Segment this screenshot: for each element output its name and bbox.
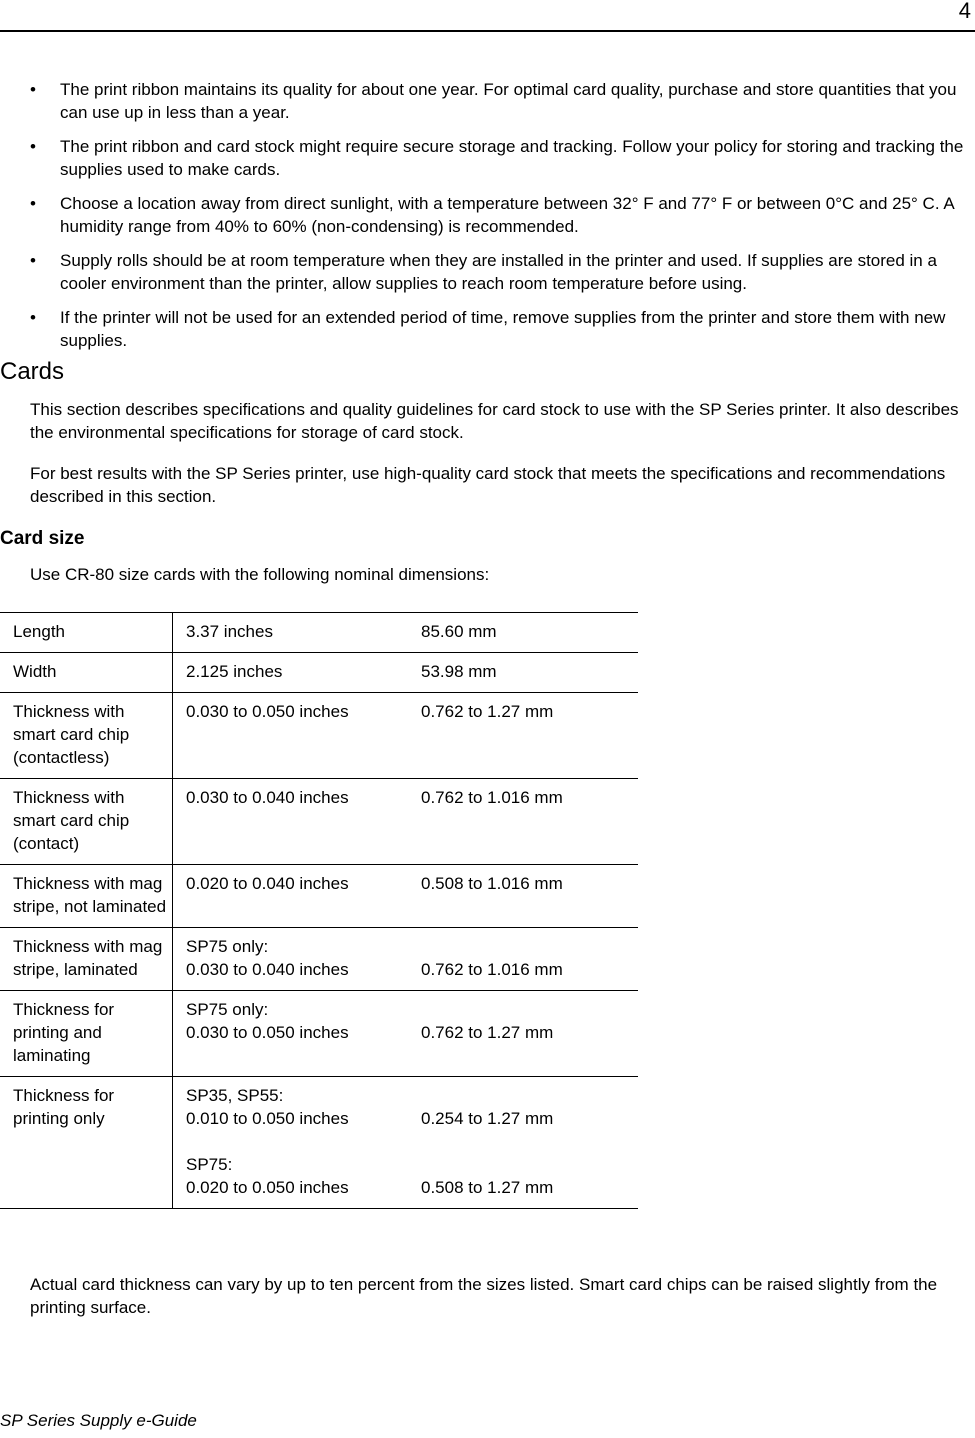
- value-line: 0.010 to 0.050 inches: [186, 1109, 349, 1128]
- dimension-label: Thickness with smart card chip (contact): [0, 779, 173, 865]
- dimension-label: Width: [0, 653, 173, 693]
- value-line: 0.762 to 1.27 mm: [421, 702, 554, 721]
- value-line: [421, 1130, 634, 1153]
- dimension-mm: [408, 693, 638, 779]
- cards-recommendation: For best results with the SP Series printer, use high-quality card stock that meets the specifications and recommendations described in this section.: [30, 464, 946, 506]
- table-row: [0, 928, 638, 991]
- table-row: [0, 865, 638, 928]
- value-line: 2.125 inches: [186, 662, 283, 681]
- thickness-note: Actual card thickness can vary by up to ten percent from the sizes listed. Smart card chips can be raised slightly from the printing surface.: [30, 1275, 938, 1317]
- cards-description: This section describes specifications and quality guidelines for card stock to use with the SP Series printer. It also describes the environmental specifications for storage of card stock.: [30, 400, 959, 442]
- list-item-text: The print ribbon and card stock might require secure storage and tracking. Follow your policy for storing and tracking the supplies used to make cards.: [60, 137, 964, 179]
- value-line: SP75 only:: [186, 1000, 269, 1019]
- value-line: 0.254 to 1.27 mm: [421, 1109, 554, 1128]
- value-line: [421, 1153, 634, 1176]
- table-row: [0, 613, 638, 653]
- dimension-inches: [173, 991, 409, 1077]
- value-line: 0.762 to 1.27 mm: [421, 1023, 554, 1042]
- value-line: 53.98 mm: [421, 662, 497, 681]
- dimension-inches: [173, 779, 409, 865]
- value-line: 0.508 to 1.016 mm: [421, 874, 563, 893]
- footer-title: SP Series Supply e-Guide: [0, 1411, 197, 1430]
- header-rule: [0, 30, 975, 32]
- dimension-label: Thickness for printing only: [0, 1077, 173, 1209]
- dimension-mm: [408, 779, 638, 865]
- dimension-mm: [408, 928, 638, 991]
- value-line: SP75 only:: [186, 937, 269, 956]
- dimension-inches: [173, 653, 409, 693]
- value-line: 3.37 inches: [186, 622, 273, 641]
- card-size-intro: Use CR-80 size cards with the following nominal dimensions:: [30, 565, 490, 584]
- value-line: SP35, SP55:: [186, 1086, 284, 1105]
- dimension-inches: [173, 693, 409, 779]
- dimension-inches: [173, 928, 409, 991]
- dimension-label: Thickness with mag stripe, not laminated: [0, 865, 173, 928]
- value-line: [421, 935, 634, 958]
- table-row: [0, 991, 638, 1077]
- dimension-inches: [173, 1077, 409, 1209]
- dimension-label: Length: [0, 613, 173, 653]
- value-line: 0.762 to 1.016 mm: [421, 960, 563, 979]
- dimension-mm: [408, 1077, 638, 1209]
- card-size-heading: Card size: [0, 528, 85, 549]
- table-row: [0, 1077, 638, 1209]
- list-item: • Supply rolls should be at room temperature when they are installed in the printer and used. If supplies are stored in a cooler environment than the printer, allow supplies to reach room temperature before using.: [30, 251, 937, 293]
- value-line: 0.030 to 0.050 inches: [186, 1023, 349, 1042]
- table-row: [0, 693, 638, 779]
- list-item-text: The print ribbon maintains its quality for about one year. For optimal card quality, purchase and store quantities that you can use up in less than a year.: [60, 80, 957, 122]
- table-row: [0, 779, 638, 865]
- storage-guidelines-list: [30, 78, 975, 363]
- dimension-mm: [408, 653, 638, 693]
- value-line: 0.030 to 0.050 inches: [186, 702, 349, 721]
- dimension-label: Thickness with smart card chip (contactless): [0, 693, 173, 779]
- list-item: • The print ribbon maintains its quality for about one year. For optimal card quality, purchase and store quantities that you can use up in less than a year.: [30, 80, 957, 122]
- card-dimensions-table: [0, 612, 638, 1209]
- value-line: [186, 1130, 404, 1153]
- table-row: [0, 653, 638, 693]
- list-item: • Choose a location away from direct sunlight, with a temperature between 32° F and 77° F or between 0°C and 25° C. A humidity range from 40% to 60% (non-condensing) is recommended.: [30, 194, 954, 236]
- dimension-label: Thickness for printing and laminating: [0, 991, 173, 1077]
- list-item-text: If the printer will not be used for an extended period of time, remove supplies from the printer and store them with new supplies.: [60, 308, 946, 350]
- value-line: 0.030 to 0.040 inches: [186, 788, 349, 807]
- value-line: [421, 998, 634, 1021]
- cards-heading: Cards: [0, 358, 65, 385]
- value-line: 0.762 to 1.016 mm: [421, 788, 563, 807]
- value-line: 0.508 to 1.27 mm: [421, 1178, 554, 1197]
- value-line: 0.020 to 0.050 inches: [186, 1178, 349, 1197]
- value-line: [421, 1084, 634, 1107]
- dimension-inches: [173, 865, 409, 928]
- list-item-text: Choose a location away from direct sunlight, with a temperature between 32° F and 77° F or between 0°C and 25° C. A humidity range from 40% to 60% (non-condensing) is recommended.: [60, 194, 954, 236]
- value-line: 0.020 to 0.040 inches: [186, 874, 349, 893]
- value-line: SP75:: [186, 1155, 233, 1174]
- dimension-label: Thickness with mag stripe, laminated: [0, 928, 173, 991]
- dimension-mm: [408, 991, 638, 1077]
- page-number: 4: [958, 0, 971, 23]
- list-item-text: Supply rolls should be at room temperature when they are installed in the printer and used. If supplies are stored in a cooler environment than the printer, allow supplies to reach room temperature before using.: [60, 251, 937, 293]
- list-item: • If the printer will not be used for an extended period of time, remove supplies from the printer and store them with new supplies.: [30, 308, 946, 350]
- value-line: 85.60 mm: [421, 622, 497, 641]
- dimension-mm: [408, 865, 638, 928]
- dimension-inches: [173, 613, 409, 653]
- list-item: • The print ribbon and card stock might require secure storage and tracking. Follow your policy for storing and tracking the supplies used to make cards.: [30, 137, 964, 179]
- value-line: 0.030 to 0.040 inches: [186, 960, 349, 979]
- dimension-mm: [408, 613, 638, 653]
